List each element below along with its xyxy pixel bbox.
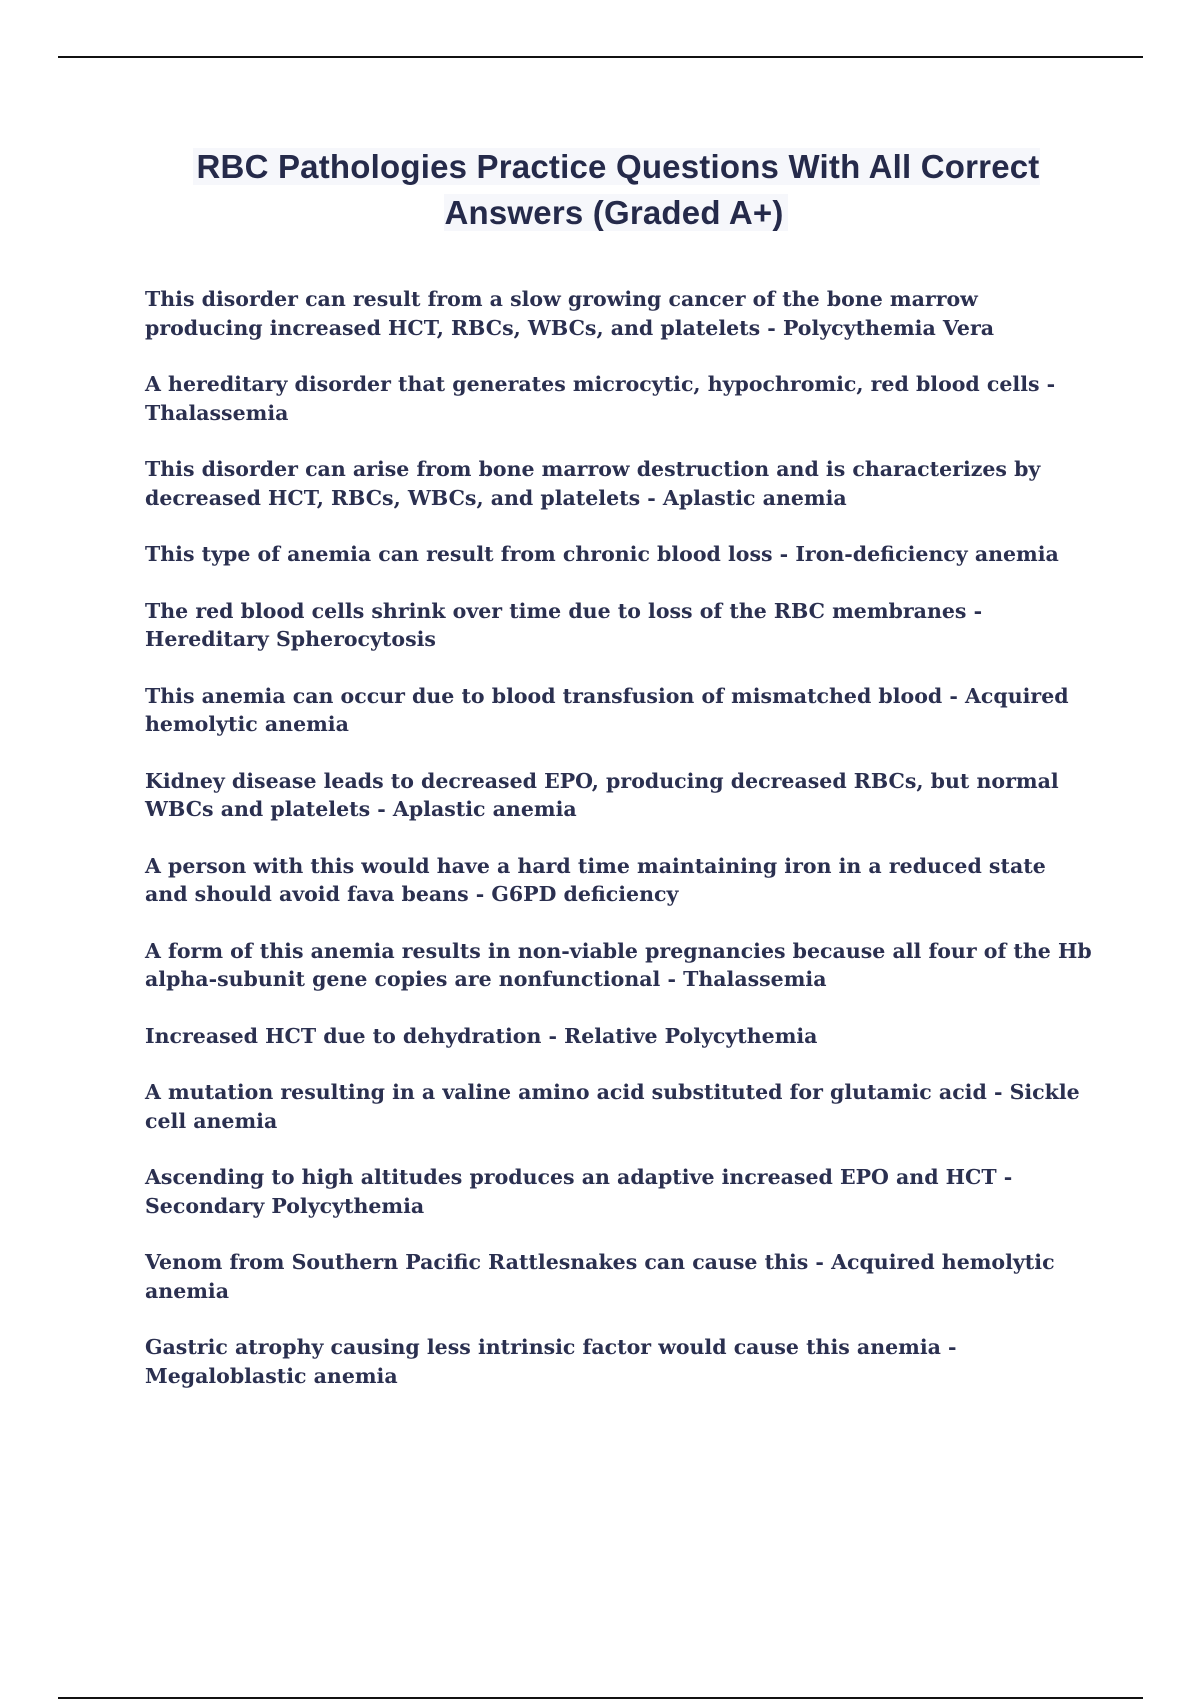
qa-item: Increased HCT due to dehydration - Relative Polycythemia (145, 1023, 818, 1048)
qa-item: A hereditary disorder that generates microcytic, hypochromic, red blood cells - Thalassemia (145, 372, 1056, 425)
qa-item: This anemia can occur due to blood transfusion of mismatched blood - Acquired hemolytic anemia (145, 683, 1069, 736)
qa-item: A form of this anemia results in non-viable pregnancies because all four of the Hb alpha-subunit gene copies are nonfunctional - Thalassemia (145, 938, 1092, 991)
qa-item: Ascending to high altitudes produces an adaptive increased EPO and HCT - Secondary Polycythemia (145, 1165, 1013, 1218)
qa-item: The red blood cells shrink over time due to loss of the RBC membranes - Hereditary Spherocytosis (145, 598, 983, 651)
qa-item: This disorder can result from a slow growing cancer of the bone marrow producing increased HCT, RBCs, WBCs, and platelets - Polycythemia Vera (145, 287, 995, 340)
qa-item: This type of anemia can result from chronic blood loss - Iron-deficiency anemia (145, 542, 1059, 566)
qa-item: A mutation resulting in a valine amino acid substituted for glutamic acid - Sickle cell anemia (145, 1080, 1080, 1133)
qa-item: This disorder can arise from bone marrow destruction and is characterizes by decreased HCT, RBCs, WBCs, and platelets - Aplastic anemia (145, 457, 1041, 510)
qa-item: Gastric atrophy causing less intrinsic factor would cause this anemia - Megaloblastic anemia (145, 1335, 957, 1388)
qa-item: A person with this would have a hard time maintaining iron in a reduced state and should avoid fava beans - G6PD deficiency (145, 853, 1046, 906)
qa-item: Kidney disease leads to decreased EPO, producing decreased RBCs, but normal WBCs and platelets - Aplastic anemia (145, 768, 1059, 821)
qa-item: Venom from Southern Pacific Rattlesnakes can cause this - Acquired hemolytic anemia (145, 1250, 1055, 1303)
footer-rule (58, 1697, 1143, 1699)
document-title (148, 144, 1084, 236)
qa-list (145, 285, 1095, 1418)
header-rule (58, 56, 1143, 58)
document-title-text: RBC Pathologies Practice Questions With All Correct Answers (Graded A+) (193, 148, 1040, 231)
